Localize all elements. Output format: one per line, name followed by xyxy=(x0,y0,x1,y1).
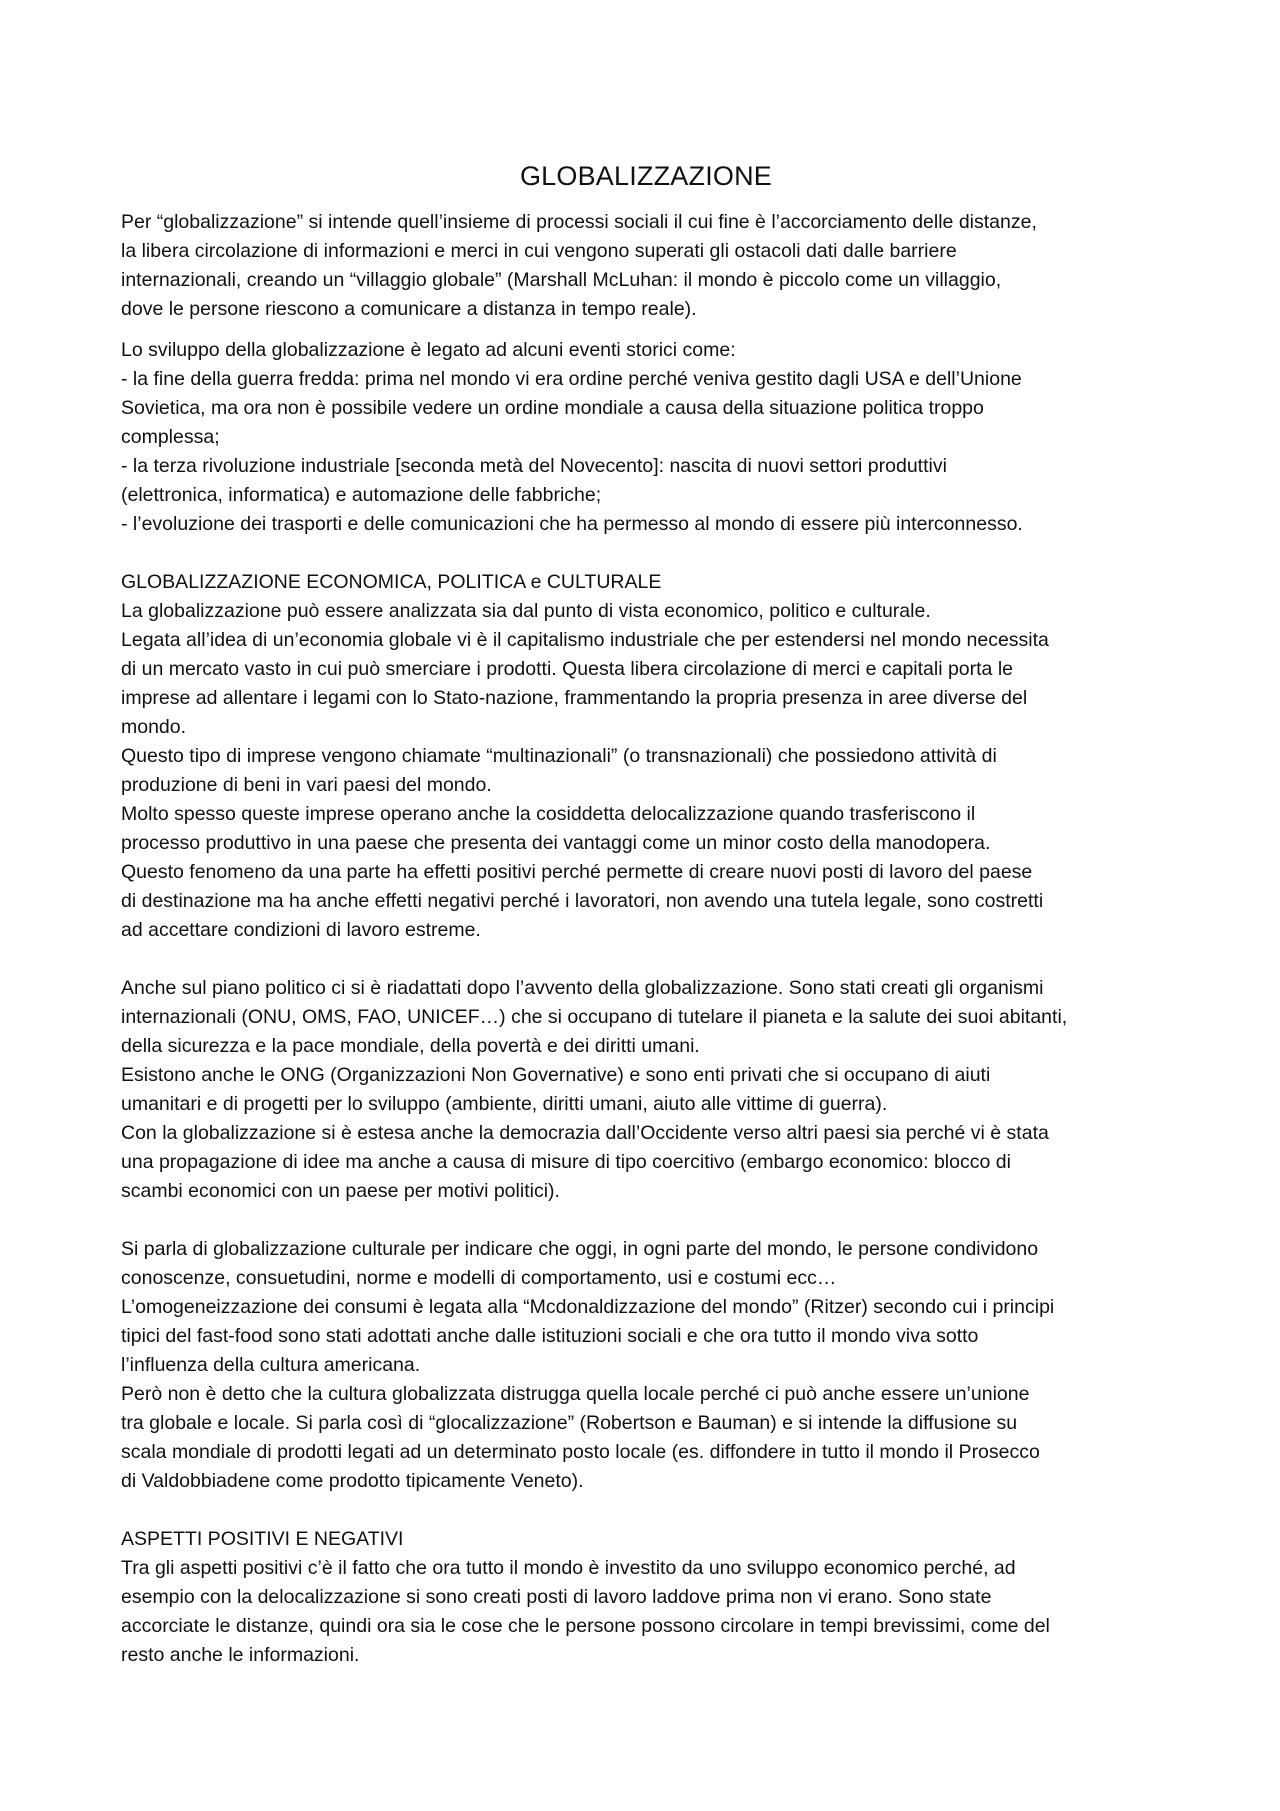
text-line: accorciate le distanze, quindi ora sia le cose che le persone possono circolare in tempi brevissimi, come del xyxy=(121,1615,1050,1637)
text-line: conoscenze, consuetudini, norme e modelli di comportamento, usi e costumi ecc… xyxy=(121,1267,837,1289)
document-page xyxy=(121,158,1171,1670)
text-line: tipici del fast-food sono stati adottati anche dalle istituzioni sociali e che ora tutto il mondo viva sotto xyxy=(121,1325,979,1347)
text-line: (elettronica, informatica) e automazione delle fabbriche; xyxy=(121,484,602,506)
text-line: esempio con la delocalizzazione si sono creati posti di lavoro laddove prima non vi erano. Sono state xyxy=(121,1586,992,1608)
paragraph-spacer xyxy=(121,324,1171,336)
text-line: Tra gli aspetti positivi c’è il fatto che ora tutto il mondo è investito da uno sviluppo economico perché, ad xyxy=(121,1557,1016,1579)
text-line: la libera circolazione di informazioni e merci in cui vengono superati gli ostacoli dati dalle barriere xyxy=(121,240,957,262)
section-political xyxy=(121,974,1171,1206)
text-line: Per “globalizzazione” si intende quell’insieme di processi sociali il cui fine è l’accorciamento delle distanze, xyxy=(121,211,1037,233)
text-line: Legata all’idea di un’economia globale vi è il capitalismo industriale che per estendersi nel mondo necessita xyxy=(121,629,1049,651)
text-line: della sicurezza e la pace mondiale, della povertà e dei diritti umani. xyxy=(121,1035,700,1057)
text-line: Questo tipo di imprese vengono chiamate “multinazionali” (o transnazionali) che possiedono attività di xyxy=(121,745,997,767)
text-line: resto anche le informazioni. xyxy=(121,1644,360,1666)
text-line: imprese ad allentare i legami con lo Stato-nazione, frammentando la propria presenza in aree diverse del xyxy=(121,687,1028,709)
paragraph-intro xyxy=(121,208,1171,324)
section-economic xyxy=(121,568,1171,945)
text-line: Anche sul piano politico ci si è riadattati dopo l’avvento della globalizzazione. Sono stati creati gli organismi xyxy=(121,977,1044,999)
section-cultural xyxy=(121,1235,1171,1496)
paragraph-spacer xyxy=(121,945,1171,974)
text-line: produzione di beni in vari paesi del mondo. xyxy=(121,774,492,796)
text-line: Con la globalizzazione si è estesa anche la democrazia dall’Occidente verso altri paesi sia perché vi è stata xyxy=(121,1122,1049,1144)
text-line: tra globale e locale. Si parla così di “glocalizzazione” (Robertson e Bauman) e si intende la diffusione su xyxy=(121,1412,1018,1434)
paragraph-spacer xyxy=(121,539,1171,568)
text-line: Esistono anche le ONG (Organizzazioni Non Governative) e sono enti privati che si occupano di aiuti xyxy=(121,1064,991,1086)
text-line: La globalizzazione può essere analizzata sia dal punto di vista economico, politico e culturale. xyxy=(121,600,931,622)
text-line: l’influenza della cultura americana. xyxy=(121,1354,421,1376)
text-line: Si parla di globalizzazione culturale per indicare che oggi, in ogni parte del mondo, le persone condividono xyxy=(121,1238,1039,1260)
text-line: Questo fenomeno da una parte ha effetti positivi perché permette di creare nuovi posti di lavoro del paese xyxy=(121,861,1033,883)
text-line: Lo sviluppo della globalizzazione è legato ad alcuni eventi storici come: xyxy=(121,339,736,361)
text-line: internazionali, creando un “villaggio globale” (Marshall McLuhan: il mondo è piccolo come un villaggio, xyxy=(121,269,1002,291)
paragraph-spacer xyxy=(121,1206,1171,1235)
text-line: scala mondiale di prodotti legati ad un determinato posto locale (es. diffondere in tutto il mondo il Prosecco xyxy=(121,1441,1040,1463)
text-line: Però non è detto che la cultura globalizzata distrugga quella locale perché ci può anche essere un’unione xyxy=(121,1383,1030,1405)
text-line: Molto spesso queste imprese operano anche la cosiddetta delocalizzazione quando trasferiscono il xyxy=(121,803,976,825)
document-title: GLOBALIZZAZIONE xyxy=(519,161,773,191)
text-line: scambi economici con un paese per motivi politici). xyxy=(121,1180,560,1202)
section-heading: GLOBALIZZAZIONE ECONOMICA, POLITICA e CULTURALE xyxy=(121,571,662,593)
list-item: - la fine della guerra fredda: prima nel mondo vi era ordine perché veniva gestito dagli USA e dell’Unione xyxy=(121,368,1022,390)
section-pros-cons xyxy=(121,1525,1171,1670)
text-line: dove le persone riescono a comunicare a distanza in tempo reale). xyxy=(121,298,697,320)
paragraph-historical-events xyxy=(121,336,1171,539)
text-line: internazionali (ONU, OMS, FAO, UNICEF…) che si occupano di tutelare il pianeta e la salute dei suoi abitanti, xyxy=(121,1006,1068,1028)
text-line: umanitari e di progetti per lo sviluppo (ambiente, diritti umani, aiuto alle vittime di guerra). xyxy=(121,1093,888,1115)
text-line: di un mercato vasto in cui può smerciare i prodotti. Questa libera circolazione di merci e capitali porta le xyxy=(121,658,1014,680)
text-line: di Valdobbiadene come prodotto tipicamente Veneto). xyxy=(121,1470,584,1492)
text-line: ad accettare condizioni di lavoro estreme. xyxy=(121,919,481,941)
text-line: una propagazione di idee ma anche a causa di misure di tipo coercitivo (embargo economico: blocco di xyxy=(121,1151,1011,1173)
text-line: L’omogeneizzazione dei consumi è legata alla “Mcdonaldizzazione del mondo” (Ritzer) secondo cui i principi xyxy=(121,1296,1055,1318)
text-line: Sovietica, ma ora non è possibile vedere un ordine mondiale a causa della situazione politica troppo xyxy=(121,397,984,419)
text-line: mondo. xyxy=(121,716,187,738)
list-item: - la terza rivoluzione industriale [seconda metà del Novecento]: nascita di nuovi settori produttivi xyxy=(121,455,947,477)
text-line: processo produttivo in una paese che presenta dei vantaggi come un minor costo della manodopera. xyxy=(121,832,991,854)
text-line: complessa; xyxy=(121,426,220,448)
section-heading: ASPETTI POSITIVI E NEGATIVI xyxy=(121,1528,404,1550)
text-line: di destinazione ma ha anche effetti negativi perché i lavoratori, non avendo una tutela legale, sono costretti xyxy=(121,890,1044,912)
paragraph-spacer xyxy=(121,1496,1171,1525)
list-item: - l’evoluzione dei trasporti e delle comunicazioni che ha permesso al mondo di essere più interconnesso. xyxy=(121,513,1023,535)
